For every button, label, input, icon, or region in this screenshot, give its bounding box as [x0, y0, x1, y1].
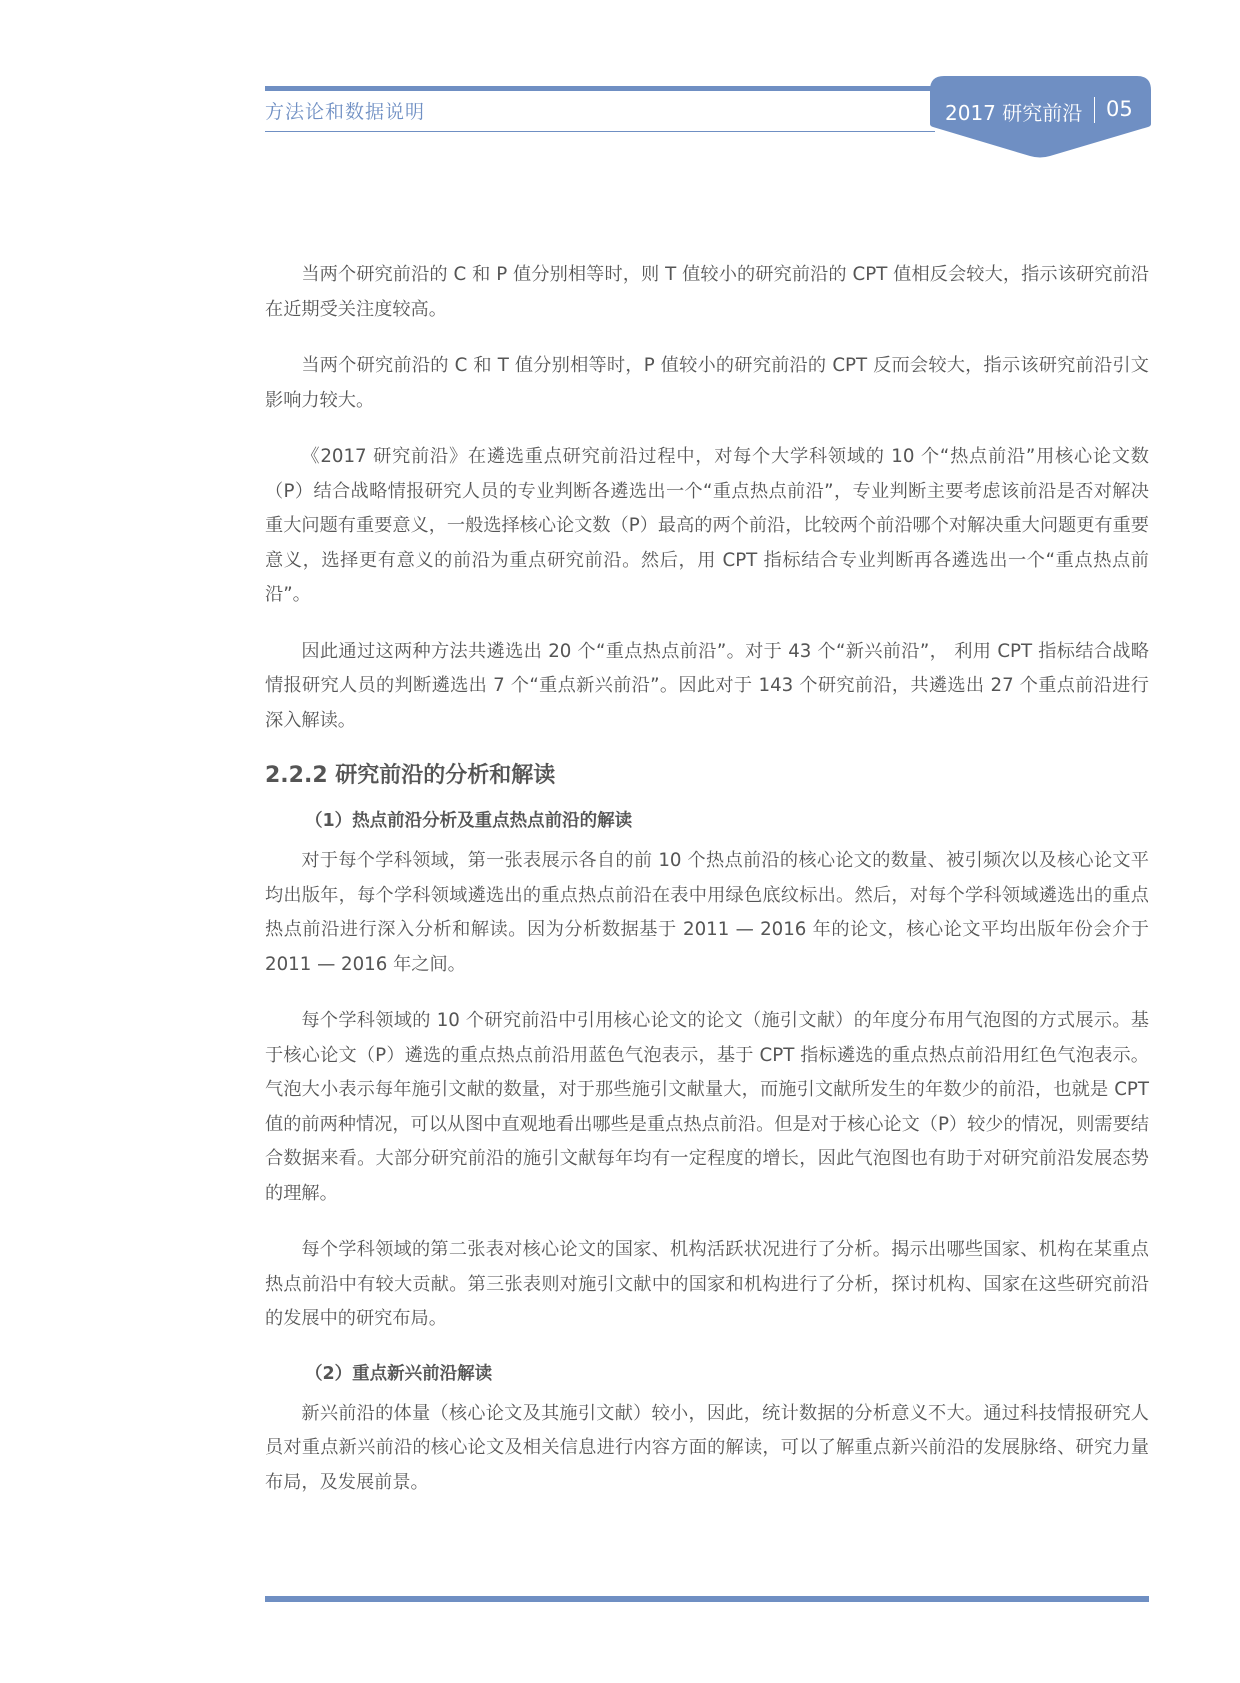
paragraph-6: 每个学科领域的 10 个研究前沿中引用核心论文的论文（施引文献）的年度分布用气泡图的方式展示。基于核心论文（P）遴选的重点热点前沿用蓝色气泡表示，基于 CPT 指标遴选的重点热点前沿用红色气泡表示。气泡大小表示每年施引文献的数量，对于那些施引文献量大，而施引文献所发生的年数少的前沿，也就是 CPT 值的前两种情况，可以从图中直观地看出哪些是重点热点前沿。但是对于核心论文（P）较少的情况，则需要结合数据来看。大部分研究前沿的施引文献每年均有一定程度的增长，因此气泡图也有助于对研究前沿发展态势的理解。 [265, 1010, 1149, 1204]
paragraph-4: 因此通过这两种方法共遴选出 20 个“重点热点前沿”。对于 43 个“新兴前沿”， 利用 CPT 指标结合战略情报研究人员的判断遴选出 7 个“重点新兴前沿”。因此对于 143 个研究前沿，共遴选出 27 个重点前沿进行深入解读。 [265, 640, 1149, 731]
paragraph-8: 新兴前沿的体量（核心论文及其施引文献）较小，因此，统计数据的分析意义不大。通过科技情报研究人员对重点新兴前沿的核心论文及相关信息进行内容方面的解读，可以了解重点新兴前沿的发展脉络、研究力量布局，及发展前景。 [265, 1402, 1149, 1493]
paragraph-1: 当两个研究前沿的 C 和 P 值分别相等时，则 T 值较小的研究前沿的 CPT 值相反会较大，指示该研究前沿在近期受关注度较高。 [265, 264, 1149, 320]
footer-rule [265, 1596, 1149, 1602]
header-badge-separator [1094, 97, 1095, 123]
header-rule-thin [265, 131, 935, 132]
header-badge-title: 2017 研究前沿 [945, 101, 1083, 125]
subheading-hot-fronts: （1）热点前沿分析及重点热点前沿的解读 [305, 811, 633, 831]
paragraph-2: 当两个研究前沿的 C 和 T 值分别相等时，P 值较小的研究前沿的 CPT 反而会较大，指示该研究前沿引文影响力较大。 [265, 355, 1149, 411]
main-content [265, 258, 1149, 1522]
section-heading-2-2-2: 2.2.2 研究前沿的分析和解读 [265, 763, 556, 788]
paragraph-5: 对于每个学科领域，第一张表展示各自的前 10 个热点前沿的核心论文的数量、被引频次以及核心论文平均出版年，每个学科领域遴选出的重点热点前沿在表中用绿色底纹标出。然后，对每个学科领域遴选出的重点热点前沿进行深入分析和解读。因为分析数据基于 2011 — 2016 年的论文，核心论文平均出版年份会介于 2011 — 2016 年之间。 [265, 850, 1149, 975]
section-title: 方法论和数据说明 [265, 101, 426, 123]
header-rule-thick [265, 86, 935, 91]
paragraph-3: 《2017 研究前沿》在遴选重点研究前沿过程中，对每个大学科领域的 10 个“热点前沿”用核心论文数（P）结合战略情报研究人员的专业判断各遴选出一个“重点热点前沿”，专业判断主要考虑该前沿是否对解决重大问题有重要意义，一般选择核心论文数（P）最高的两个前沿，比较两个前沿哪个对解决重大问题更有重要意义，选择更有意义的前沿为重点研究前沿。然后，用 CPT 指标结合专业判断再各遴选出一个“重点热点前沿”。 [265, 446, 1149, 605]
subheading-emerging-fronts: （2）重点新兴前沿解读 [305, 1363, 493, 1384]
page-number: 05 [1106, 97, 1133, 121]
paragraph-7: 每个学科领域的第二张表对核心论文的国家、机构活跃状况进行了分析。揭示出哪些国家、机构在某重点热点前沿中有较大贡献。第三张表则对施引文献中的国家和机构进行了分析，探讨机构、国家在这些研究前沿的发展中的研究布局。 [265, 1239, 1149, 1329]
